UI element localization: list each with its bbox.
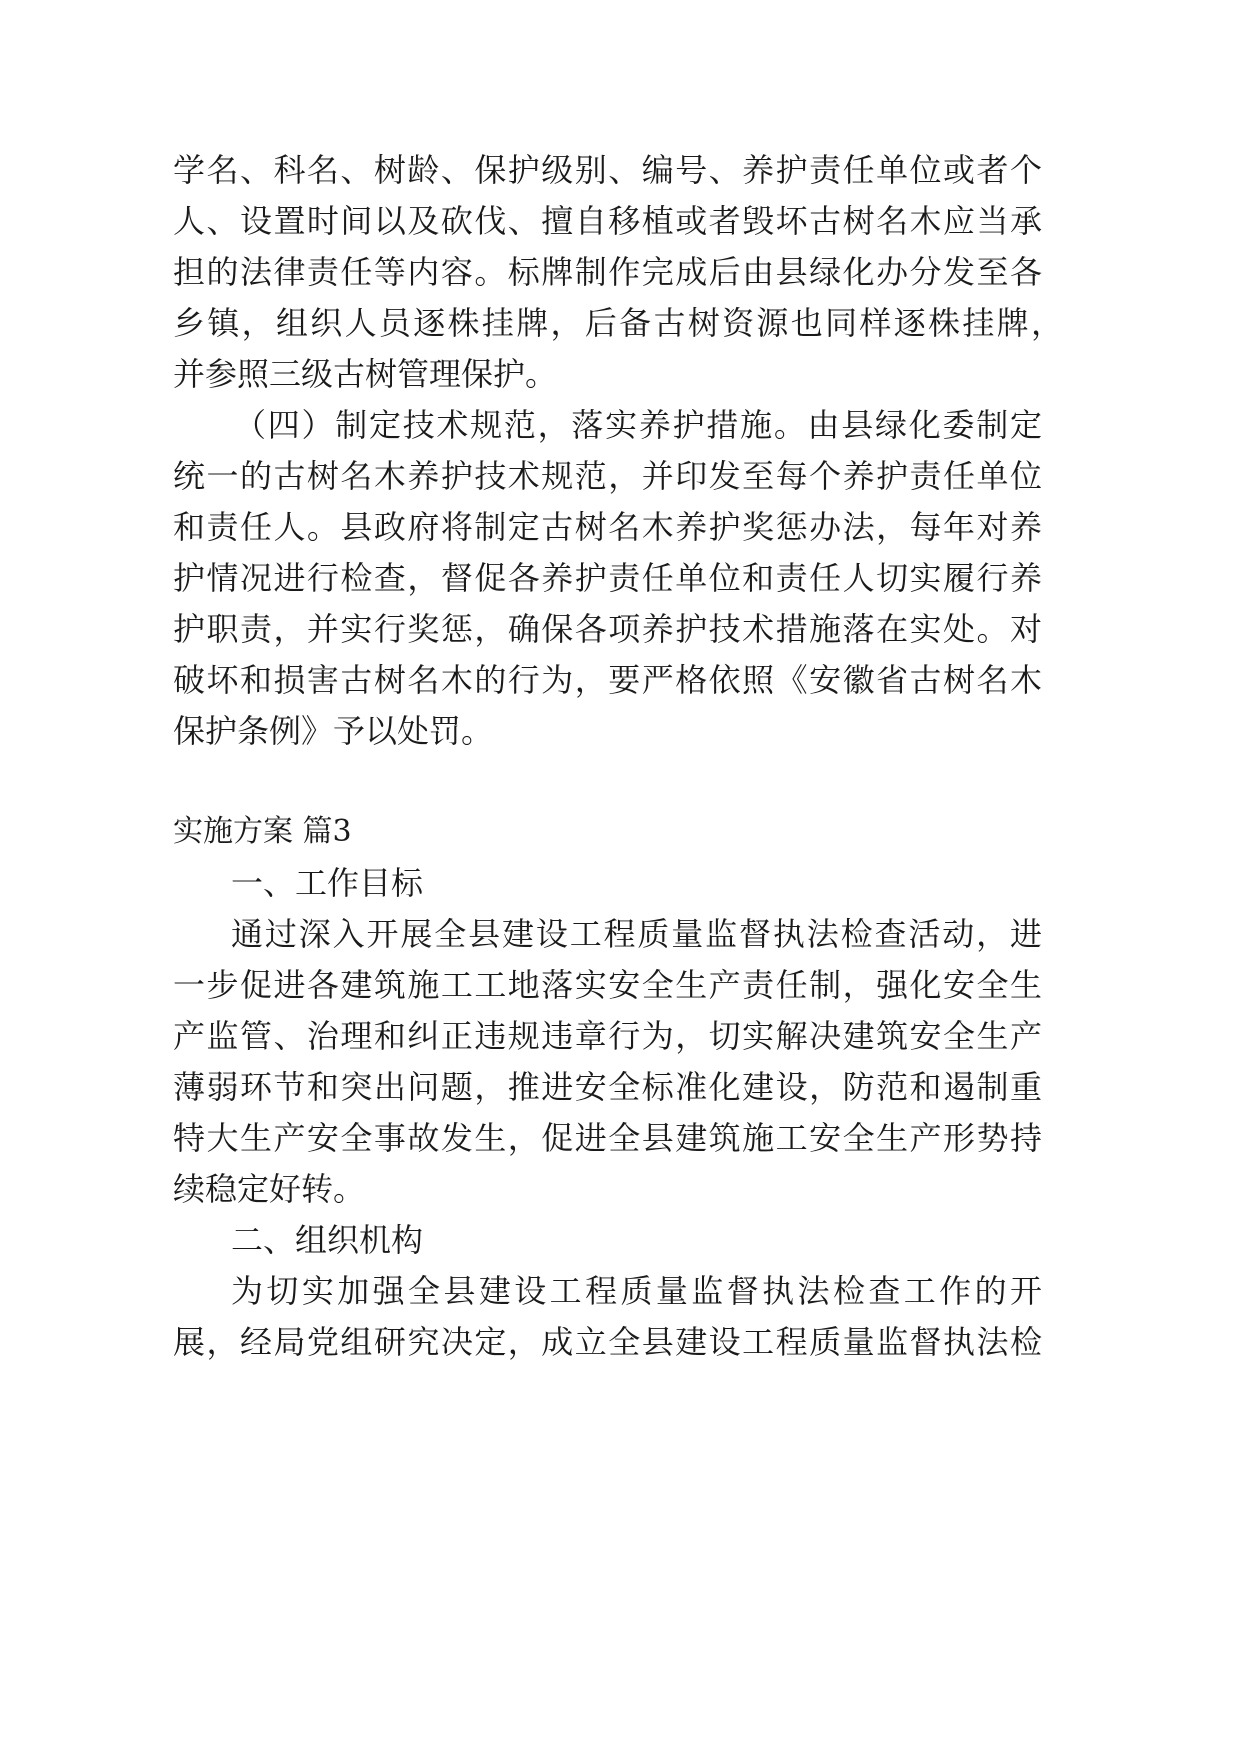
paragraph-line: 续稳定好转。 (173, 1170, 366, 1208)
paragraph-line: 和责任人。县政府将制定古树名木养护奖惩办法，每年对养 (173, 508, 1042, 546)
paragraph-line: 一步促进各建筑施工工地落实安全生产责任制，强化安全生 (173, 966, 1042, 1004)
paragraph-line: 保护条例》予以处罚。 (173, 712, 494, 750)
paragraph-line: 并参照三级古树管理保护。 (173, 355, 558, 393)
paragraph-line: 护职责，并实行奖惩，确保各项养护技术措施落在实处。对 (173, 610, 1042, 648)
paragraph-line: 特大生产安全事故发生，促进全县建筑施工安全生产形势持 (173, 1119, 1042, 1157)
paragraph-line: 破坏和损害古树名木的行为，要严格依照《安徽省古树名木 (173, 661, 1042, 699)
paragraph-line: （四）制定技术规范，落实养护措施。由县绿化委制定 (234, 406, 1042, 444)
paragraph-line: 人、设置时间以及砍伐、擅自移植或者毁坏古树名木应当承 (173, 202, 1042, 240)
section-heading-goal: 一、工作目标 (231, 864, 424, 902)
paragraph-line: 乡镇，组织人员逐株挂牌，后备古树资源也同样逐株挂牌， (173, 304, 1063, 342)
paragraph-line: 学名、科名、树龄、保护级别、编号、养护责任单位或者个 (173, 151, 1042, 189)
paragraph-line: 护情况进行检查，督促各养护责任单位和责任人切实履行养 (173, 559, 1042, 597)
paragraph-line: 担的法律责任等内容。标牌制作完成后由县绿化办分发至各 (173, 253, 1042, 291)
paragraph-line: 薄弱环节和突出问题，推进安全标准化建设，防范和遏制重 (173, 1068, 1042, 1106)
paragraph-line: 展，经局党组研究决定，成立全县建设工程质量监督执法检 (173, 1323, 1042, 1361)
paragraph-line: 通过深入开展全县建设工程质量监督执法检查活动，进 (231, 915, 1042, 953)
paragraph-line: 统一的古树名木养护技术规范，并印发至每个养护责任单位 (173, 457, 1042, 495)
paragraph-line: 为切实加强全县建设工程质量监督执法检查工作的开 (231, 1272, 1042, 1310)
section-heading-org: 二、组织机构 (231, 1221, 424, 1259)
paragraph-line: 产监管、治理和纠正违规违章行为，切实解决建筑安全生产 (173, 1017, 1042, 1055)
chapter-title: 实施方案 篇3 (173, 814, 352, 849)
